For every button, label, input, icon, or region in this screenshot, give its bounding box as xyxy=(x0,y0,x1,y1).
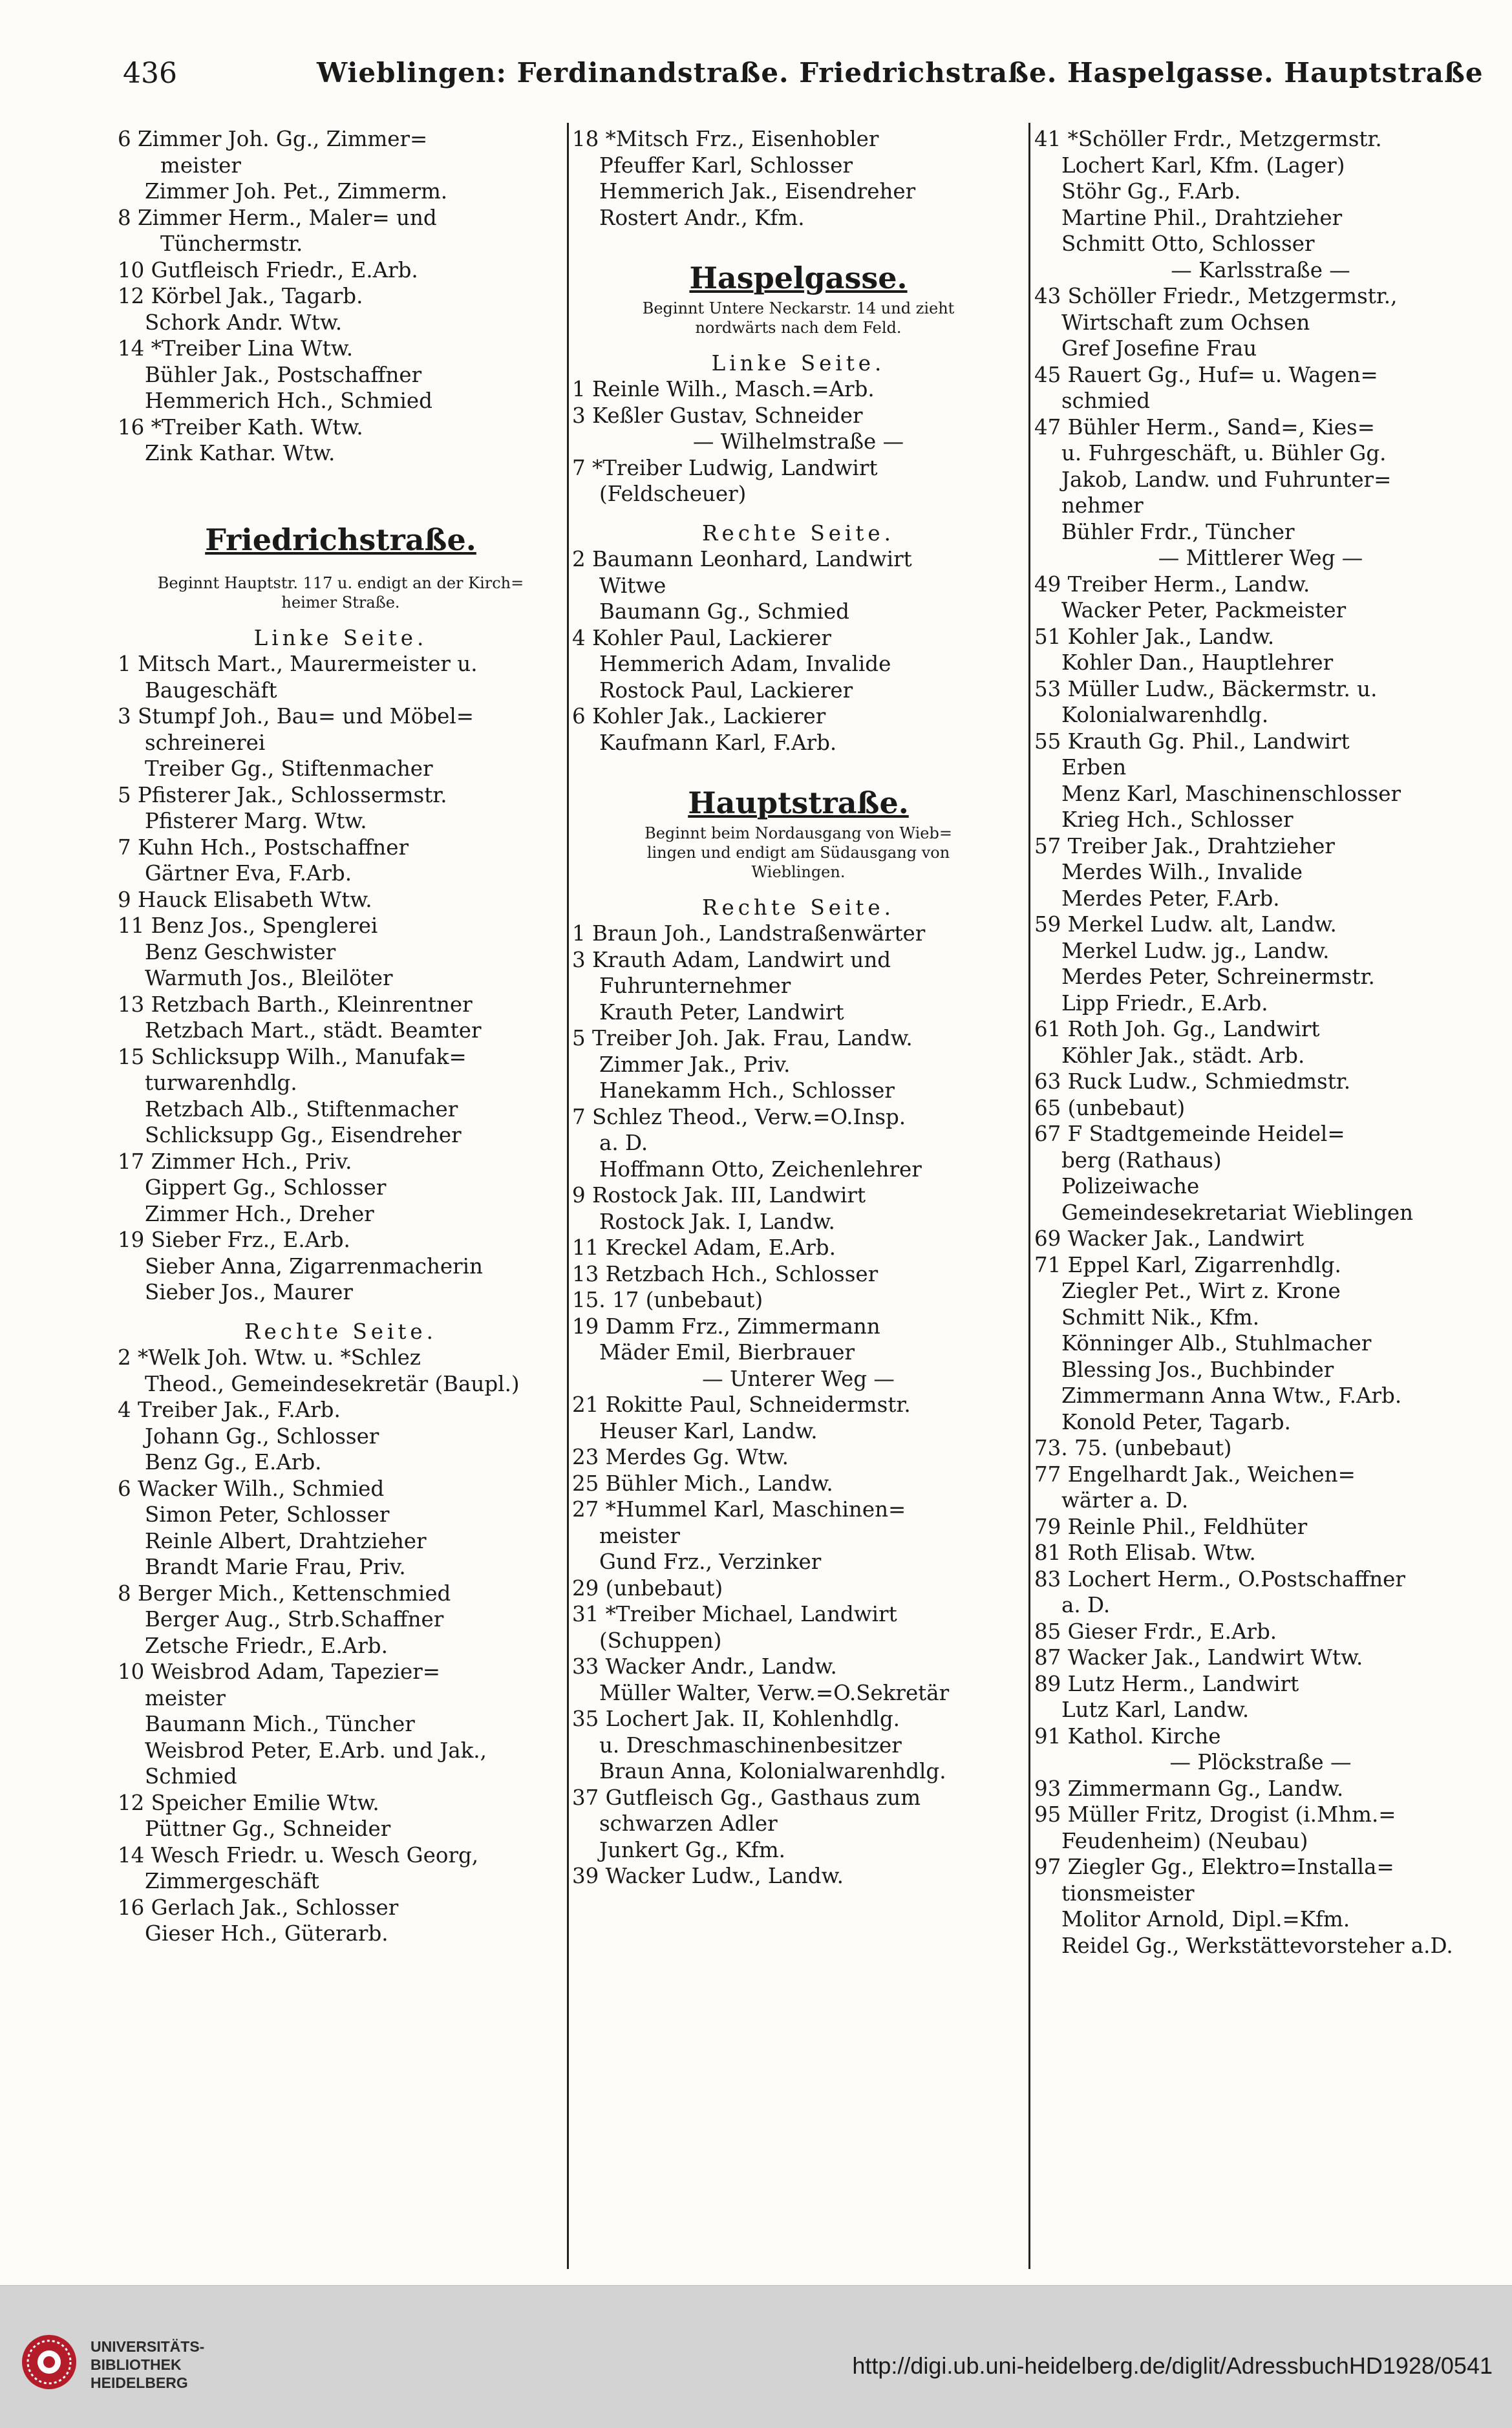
entry-line: Retzbach Mart., städt. Beamter xyxy=(145,1018,482,1043)
entry-line: meister xyxy=(599,1523,680,1548)
entry-line: 83 Lochert Herm., O.Postschaffner xyxy=(1034,1566,1405,1592)
entry-line: Merdes Peter, F.Arb. xyxy=(1061,886,1280,911)
entry-line: Zimmer Hch., Dreher xyxy=(145,1201,374,1226)
entry-line: 65 (unbebaut) xyxy=(1034,1095,1186,1120)
entry-line: 53 Müller Ludw., Bäckermstr. u. xyxy=(1034,676,1378,701)
entry-line: 14 Wesch Friedr. u. Wesch Georg, xyxy=(118,1842,479,1868)
entry-line: 59 Merkel Ludw. alt, Landw. xyxy=(1034,912,1337,937)
entry-line: Warmuth Jos., Bleilöter xyxy=(145,966,393,990)
entry-line: (Feldscheuer) xyxy=(599,482,747,506)
entry-line: 61 Roth Joh. Gg., Landwirt xyxy=(1034,1017,1320,1041)
cross-street: — Karlsstraße — xyxy=(1171,257,1350,282)
entry-line: 11 Kreckel Adam, E.Arb. xyxy=(572,1235,836,1260)
section-heading: Friedrichstraße. xyxy=(205,522,476,557)
entry-line: Rostert Andr., Kfm. xyxy=(599,205,805,230)
entry-line: 12 Speicher Emilie Wtw. xyxy=(118,1790,379,1815)
entry-line: 5 Pfisterer Jak., Schlossermstr. xyxy=(118,782,447,807)
entry-line: 57 Treiber Jak., Drahtzieher xyxy=(1034,833,1335,858)
entry-line: Schmied xyxy=(145,1764,237,1789)
entry-line: turwarenhdlg. xyxy=(145,1070,297,1095)
entry-line: 69 Wacker Jak., Landwirt xyxy=(1034,1226,1304,1251)
entry-line: 89 Lutz Herm., Landwirt xyxy=(1034,1671,1299,1696)
cross-street: — Plöckstraße — xyxy=(1169,1750,1352,1774)
entry-line: Junkert Gg., Kfm. xyxy=(599,1837,785,1862)
entry-line: Benz Gg., E.Arb. xyxy=(145,1450,322,1475)
section-heading: Hauptstraße. xyxy=(688,785,909,820)
entry-line: Sieber Jos., Maurer xyxy=(145,1280,353,1305)
entry-line: 31 *Treiber Michael, Landwirt xyxy=(572,1602,897,1626)
entry-line: 10 Gutfleisch Friedr., E.Arb. xyxy=(118,257,418,282)
entry-line: 12 Körbel Jak., Tagarb. xyxy=(118,284,363,308)
entry-line: Mäder Emil, Bierbrauer xyxy=(599,1340,855,1365)
section-note: Wieblingen. xyxy=(751,862,846,881)
entry-line: Merdes Peter, Schreinermstr. xyxy=(1061,964,1375,989)
entry-line: 1 Braun Joh., Landstraßenwärter xyxy=(572,921,926,946)
entry-line: 37 Gutfleisch Gg., Gasthaus zum xyxy=(572,1785,921,1810)
entry-line: Schmitt Otto, Schlosser xyxy=(1061,231,1315,256)
entry-line: 81 Roth Elisab. Wtw. xyxy=(1034,1540,1256,1565)
entry-line: 35 Lochert Jak. II, Kohlenhdlg. xyxy=(572,1707,900,1731)
entry-line: Braun Anna, Kolonialwarenhdlg. xyxy=(599,1759,946,1784)
entry-line: 11 Benz Jos., Spenglerei xyxy=(118,913,378,938)
entry-line: Molitor Arnold, Dipl.=Kfm. xyxy=(1061,1907,1350,1932)
entry-line: Konold Peter, Tagarb. xyxy=(1061,1409,1291,1434)
entry-line: Kaufmann Karl, F.Arb. xyxy=(599,730,837,755)
entry-line: Zimmer Joh. Pet., Zimmerm. xyxy=(145,179,448,204)
entry-line: Zimmer Jak., Priv. xyxy=(599,1052,791,1077)
entry-line: 18 *Mitsch Frz., Eisenhobler xyxy=(572,127,879,151)
entry-line: Köhler Jak., städt. Arb. xyxy=(1061,1043,1305,1068)
entry-line: 27 *Hummel Karl, Maschinen= xyxy=(572,1497,906,1522)
entry-line: (Schuppen) xyxy=(599,1628,722,1653)
cross-street: — Wilhelmstraße — xyxy=(692,429,904,454)
entry-line: 9 Hauck Elisabeth Wtw. xyxy=(118,887,372,912)
entry-line: berg (Rathaus) xyxy=(1061,1147,1222,1173)
entry-line: 3 Keßler Gustav, Schneider xyxy=(572,403,863,428)
entry-line: 6 Zimmer Joh. Gg., Zimmer= xyxy=(118,127,428,151)
entry-line: 25 Bühler Mich., Landw. xyxy=(572,1471,833,1496)
entry-line: 41 *Schöller Frdr., Metzgermstr. xyxy=(1034,127,1382,151)
entry-line: 19 Damm Frz., Zimmermann xyxy=(572,1314,880,1339)
column-divider xyxy=(567,123,569,2269)
entry-line: Rostock Paul, Lackierer xyxy=(599,677,853,703)
entry-line: Könninger Alb., Stuhlmacher xyxy=(1061,1331,1372,1356)
side-heading: Rechte Seite. xyxy=(702,520,895,546)
entry-line: 39 Wacker Ludw., Landw. xyxy=(572,1864,844,1888)
section-note: Beginnt beim Nordausgang von Wieb= xyxy=(644,824,952,842)
entry-line: Gemeindesekretariat Wieblingen xyxy=(1061,1200,1414,1225)
entry-line: 17 Zimmer Hch., Priv. xyxy=(118,1149,352,1174)
entry-line: Gieser Hch., Güterarb. xyxy=(145,1921,389,1946)
column-2 xyxy=(572,126,1025,2266)
entry-line: Krieg Hch., Schlosser xyxy=(1061,807,1294,832)
entry-line: 1 Reinle Wilh., Masch.=Arb. xyxy=(572,377,875,401)
entry-line: u. Dreschmaschinenbesitzer xyxy=(599,1732,902,1758)
entry-line: 97 Ziegler Gg., Elektro=Installa= xyxy=(1034,1855,1394,1879)
column-divider xyxy=(1028,123,1030,2269)
entry-line: 87 Wacker Jak., Landwirt Wtw. xyxy=(1034,1645,1363,1670)
page-header xyxy=(116,57,1484,102)
entry-line: 16 *Treiber Kath. Wtw. xyxy=(118,414,363,440)
entry-line: Theod., Gemeindesekretär (Baupl.) xyxy=(145,1371,520,1396)
side-heading: Rechte Seite. xyxy=(702,895,895,920)
entry-line: a. D. xyxy=(599,1131,648,1155)
entry-line: 21 Rokitte Paul, Schneidermstr. xyxy=(572,1392,911,1417)
side-heading: Linke Seite. xyxy=(711,350,886,376)
entry-line: Benz Geschwister xyxy=(145,939,336,964)
entry-line: Merdes Wilh., Invalide xyxy=(1061,860,1303,884)
entry-line: 14 *Treiber Lina Wtw. xyxy=(118,336,354,361)
entry-line: Baumann Mich., Tüncher xyxy=(145,1712,415,1736)
entry-line: Schlicksupp Gg., Eisendreher xyxy=(145,1123,462,1147)
entry-line: Schork Andr. Wtw. xyxy=(145,310,343,335)
entry-line: Kohler Dan., Hauptlehrer xyxy=(1061,650,1334,675)
entry-line: Treiber Gg., Stiftenmacher xyxy=(145,756,433,781)
entry-line: Menz Karl, Maschinenschlosser xyxy=(1061,781,1401,806)
entry-line: 7 Kuhn Hch., Postschaffner xyxy=(118,835,409,860)
entry-line: 6 Kohler Jak., Lackierer xyxy=(572,704,826,729)
entry-line: 33 Wacker Andr., Landw. xyxy=(572,1654,837,1679)
entry-line: 3 Stumpf Joh., Bau= und Möbel= xyxy=(118,704,474,729)
entry-line: 1 Mitsch Mart., Maurermeister u. xyxy=(118,652,478,676)
entry-line: 7 Schlez Theod., Verw.=O.Insp. xyxy=(572,1104,906,1129)
entry-line: schmied xyxy=(1061,389,1151,413)
section-note: Beginnt Untere Neckarstr. 14 und zieht xyxy=(642,299,955,317)
entry-line: 4 Treiber Jak., F.Arb. xyxy=(118,1398,341,1422)
entry-line: Brandt Marie Frau, Priv. xyxy=(145,1555,406,1579)
library-name-line: BIBLIOTHEK xyxy=(91,2356,182,2373)
entry-line: 95 Müller Fritz, Drogist (i.Mhm.= xyxy=(1034,1802,1396,1827)
entry-line: 49 Treiber Herm., Landw. xyxy=(1034,571,1310,597)
section-note: lingen und endigt am Südausgang von xyxy=(646,843,950,862)
entry-line: Wacker Peter, Packmeister xyxy=(1061,598,1347,623)
entry-line: Hemmerich Adam, Invalide xyxy=(599,652,891,676)
section-note: heimer Straße. xyxy=(281,593,400,612)
entry-line: Reinle Albert, Drahtzieher xyxy=(145,1528,427,1553)
column-3 xyxy=(1034,126,1487,2266)
entry-line: Kolonialwarenhdlg. xyxy=(1061,703,1269,727)
entry-line: Pfisterer Marg. Wtw. xyxy=(145,809,367,833)
entry-line: 4 Kohler Paul, Lackierer xyxy=(572,625,831,650)
entry-line: Schmitt Nik., Kfm. xyxy=(1061,1305,1260,1330)
section-heading: Haspelgasse. xyxy=(689,260,908,295)
entry-line: Ziegler Pet., Wirt z. Krone xyxy=(1061,1279,1341,1303)
permalink-url[interactable]: http://digi.ub.uni-heidelberg.de/diglit/AdressbuchHD1928/0541 xyxy=(852,2352,1493,2379)
entry-line: Hemmerich Hch., Schmied xyxy=(145,389,432,413)
entry-line: Reidel Gg., Werkstättevorsteher a.D. xyxy=(1061,1933,1453,1958)
entry-line: Johann Gg., Schlosser xyxy=(145,1423,379,1449)
entry-line: 15. 17 (unbebaut) xyxy=(572,1288,763,1312)
entry-line: 8 Zimmer Herm., Maler= und xyxy=(118,205,437,230)
library-name-line: UNIVERSITÄTS- xyxy=(91,2338,205,2355)
entry-line: Bühler Frdr., Tüncher xyxy=(1061,519,1295,544)
entry-line: Jakob, Landw. und Fuhrunter= xyxy=(1061,467,1392,492)
page-title: Wieblingen: Ferdinandstraße. Friedrichstraße. Haspelgasse. Hauptstraße xyxy=(317,57,1484,89)
entry-line: 85 Gieser Frdr., E.Arb. xyxy=(1034,1619,1277,1644)
entry-line: 8 Berger Mich., Kettenschmied xyxy=(118,1581,451,1606)
entry-line: Merkel Ludw. jg., Landw. xyxy=(1061,938,1330,963)
entry-line: schreinerei xyxy=(145,730,266,755)
entry-line: 6 Wacker Wilh., Schmied xyxy=(118,1476,385,1501)
entry-line: 16 Gerlach Jak., Schlosser xyxy=(118,1895,399,1920)
entry-line: 15 Schlicksupp Wilh., Manufak= xyxy=(118,1044,467,1069)
column-1 xyxy=(118,126,564,2266)
entry-line: Tünchermstr. xyxy=(160,231,303,256)
entry-line: Lochert Karl, Kfm. (Lager) xyxy=(1061,153,1345,178)
entry-line: Witwe xyxy=(599,573,666,598)
section-note: nordwärts nach dem Feld. xyxy=(695,318,902,337)
entry-line: Simon Peter, Schlosser xyxy=(145,1502,390,1527)
entry-line: meister xyxy=(145,1685,226,1710)
entry-line: 73. 75. (unbebaut) xyxy=(1034,1436,1232,1460)
entry-line: Polizeiwache xyxy=(1061,1174,1200,1198)
side-heading: Linke Seite. xyxy=(253,625,428,650)
entry-line: Baumann Gg., Schmied xyxy=(599,599,849,624)
entry-line: 10 Weisbrod Adam, Tapezier= xyxy=(118,1659,441,1684)
entry-line: 77 Engelhardt Jak., Weichen= xyxy=(1034,1462,1356,1487)
entry-line: a. D. xyxy=(1061,1593,1111,1617)
university-seal-icon xyxy=(19,2332,79,2392)
entry-line: 7 *Treiber Ludwig, Landwirt xyxy=(572,455,878,480)
entry-line: Hemmerich Jak., Eisendreher xyxy=(599,179,916,204)
entry-line: wärter a. D. xyxy=(1061,1488,1189,1513)
entry-line: Pfeuffer Karl, Schlosser xyxy=(599,153,853,178)
entry-line: 5 Treiber Joh. Jak. Frau, Landw. xyxy=(572,1026,913,1050)
cross-street: — Mittlerer Weg — xyxy=(1158,546,1363,570)
entry-line: Müller Walter, Verw.=O.Sekretär xyxy=(599,1680,950,1705)
entry-line: u. Fuhrgeschäft, u. Bühler Gg. xyxy=(1061,441,1387,465)
library-name-line: HEIDELBERG xyxy=(91,2374,188,2391)
entry-line: Martine Phil., Drahtzieher xyxy=(1061,205,1343,230)
entry-line: meister xyxy=(160,153,241,178)
entry-line: Weisbrod Peter, E.Arb. und Jak., xyxy=(145,1738,487,1763)
entry-line: 47 Bühler Herm., Sand=, Kies= xyxy=(1034,414,1375,440)
entry-line: 9 Rostock Jak. III, Landwirt xyxy=(572,1183,866,1208)
entry-line: Bühler Jak., Postschaffner xyxy=(145,362,422,387)
entry-line: 93 Zimmermann Gg., Landw. xyxy=(1034,1776,1344,1801)
entry-line: tionsmeister xyxy=(1061,1880,1195,1906)
entry-line: Blessing Jos., Buchbinder xyxy=(1061,1357,1334,1382)
entry-line: 13 Retzbach Barth., Kleinrentner xyxy=(118,992,473,1017)
section-note: Beginnt Hauptstr. 117 u. endigt an der Kirch= xyxy=(157,573,524,592)
entry-line: Stöhr Gg., F.Arb. xyxy=(1061,179,1241,204)
entry-line: Püttner Gg., Schneider xyxy=(145,1816,391,1841)
entry-line: Heuser Karl, Landw. xyxy=(599,1418,818,1443)
entry-line: Lutz Karl, Landw. xyxy=(1061,1698,1250,1722)
entry-line: 29 (unbebaut) xyxy=(572,1575,723,1601)
entry-line: Gärtner Eva, F.Arb. xyxy=(145,861,352,886)
entry-line: Sieber Anna, Zigarrenmacherin xyxy=(145,1253,483,1279)
entry-line: Zimmergeschäft xyxy=(145,1869,319,1893)
entry-line: 79 Reinle Phil., Feldhüter xyxy=(1034,1514,1308,1539)
entry-line: 45 Rauert Gg., Huf= u. Wagen= xyxy=(1034,362,1378,387)
entry-line: 3 Krauth Adam, Landwirt und xyxy=(572,947,891,972)
entry-line: Berger Aug., Strb.Schaffner xyxy=(145,1607,444,1632)
entry-line: Hanekamm Hch., Schlosser xyxy=(599,1078,895,1103)
entry-line: 67 F Stadtgemeinde Heidel= xyxy=(1034,1122,1345,1146)
entry-line: Gund Frz., Verzinker xyxy=(599,1549,822,1574)
entry-line: 51 Kohler Jak., Landw. xyxy=(1034,624,1275,649)
entry-line: Hoffmann Otto, Zeichenlehrer xyxy=(599,1156,922,1182)
entry-line: Gref Josefine Frau xyxy=(1061,336,1257,361)
entry-line: 71 Eppel Karl, Zigarrenhdlg. xyxy=(1034,1252,1341,1277)
entry-line: Erben xyxy=(1061,755,1127,780)
entry-line: 19 Sieber Frz., E.Arb. xyxy=(118,1228,350,1252)
cross-street: — Unterer Weg — xyxy=(702,1366,895,1391)
entry-line: 43 Schöller Friedr., Metzgermstr., xyxy=(1034,284,1398,308)
entry-line: Zink Kathar. Wtw. xyxy=(145,441,335,465)
entry-line: 91 Kathol. Kirche xyxy=(1034,1723,1221,1749)
entry-line: Zimmermann Anna Wtw., F.Arb. xyxy=(1061,1383,1402,1408)
entry-line: Zetsche Friedr., E.Arb. xyxy=(145,1633,388,1658)
entry-line: nehmer xyxy=(1061,493,1144,518)
entry-line: schwarzen Adler xyxy=(599,1811,778,1836)
entry-line: Gippert Gg., Schlosser xyxy=(145,1175,387,1200)
entry-line: Feudenheim) (Neubau) xyxy=(1061,1828,1308,1853)
entry-line: 2 *Welk Joh. Wtw. u. *Schlez xyxy=(118,1345,421,1370)
library-name xyxy=(91,2337,204,2392)
page-number: 436 xyxy=(123,57,177,90)
entry-line: Lipp Friedr., E.Arb. xyxy=(1061,990,1268,1016)
entry-line: Retzbach Alb., Stiftenmacher xyxy=(145,1096,458,1122)
entry-line: 23 Merdes Gg. Wtw. xyxy=(572,1445,789,1469)
entry-line: Rostock Jak. I, Landw. xyxy=(599,1209,835,1234)
viewer-footer xyxy=(0,2285,1512,2428)
entry-line: 55 Krauth Gg. Phil., Landwirt xyxy=(1034,729,1350,754)
entry-line: 2 Baumann Leonhard, Landwirt xyxy=(572,547,912,571)
side-heading: Rechte Seite. xyxy=(244,1319,437,1344)
entry-line: 13 Retzbach Hch., Schlosser xyxy=(572,1261,878,1286)
entry-line: Wirtschaft zum Ochsen xyxy=(1061,310,1310,335)
entry-line: Fuhrunternehmer xyxy=(599,974,791,998)
entry-line: 63 Ruck Ludw., Schmiedmstr. xyxy=(1034,1069,1351,1094)
entry-line: Baugeschäft xyxy=(145,677,277,703)
entry-line: Krauth Peter, Landwirt xyxy=(599,999,844,1025)
